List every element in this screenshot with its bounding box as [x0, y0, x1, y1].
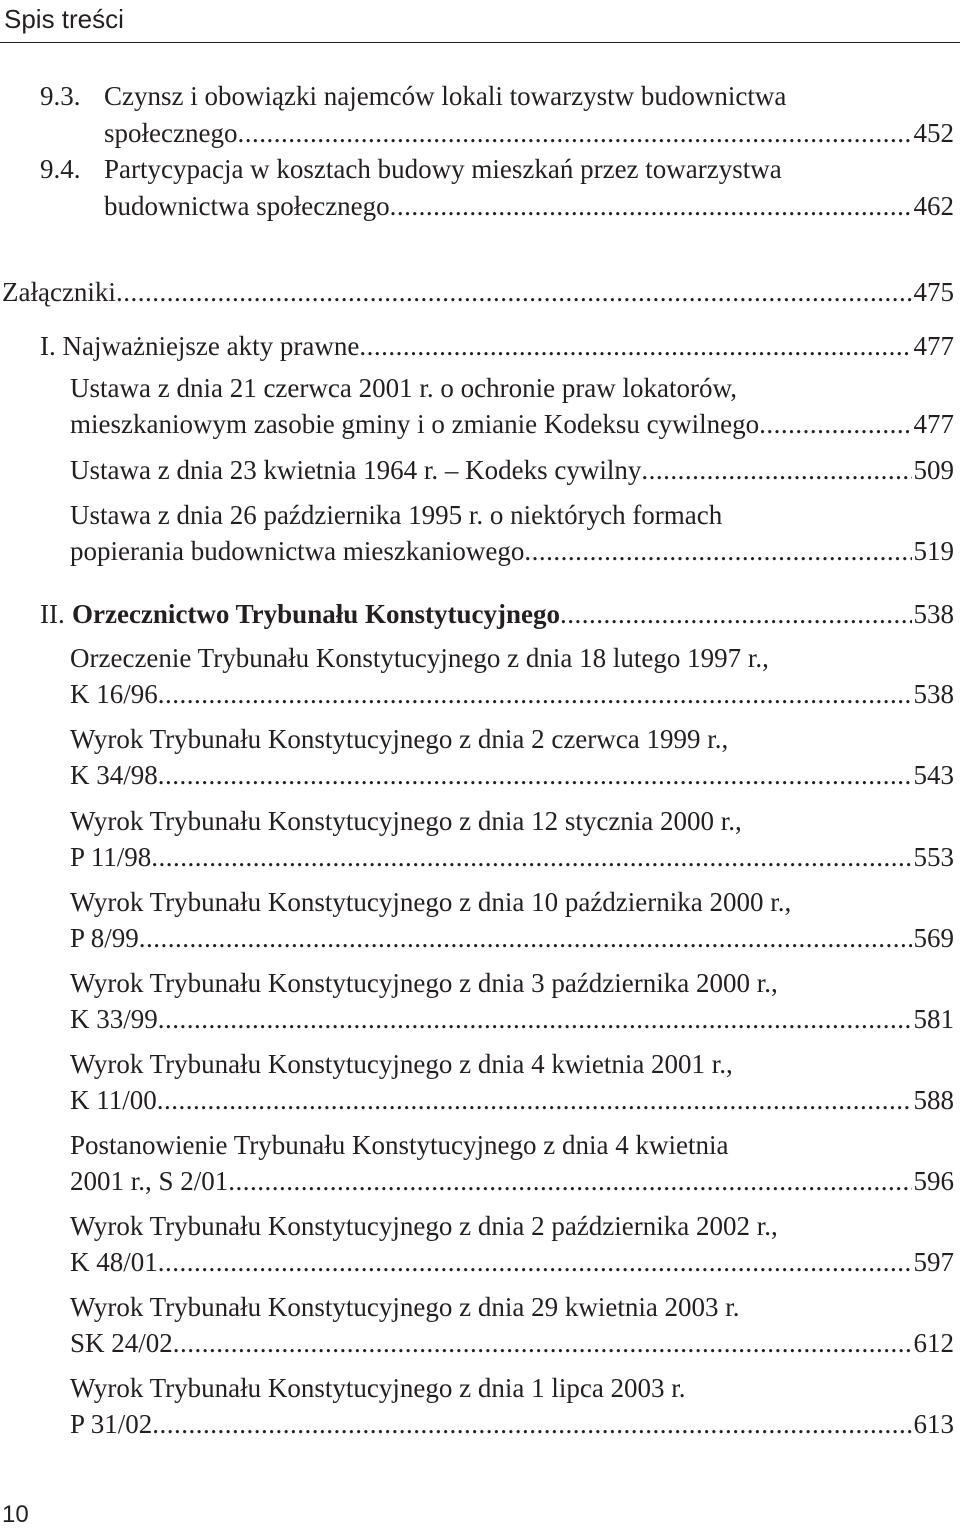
page-number: 475 — [913, 277, 954, 307]
section-title: I. Najważniejsze akty prawne — [40, 331, 360, 361]
entry-title-cont: K 34/98 — [70, 760, 158, 790]
toc-entry-k-16-96[interactable] — [70, 676, 954, 712]
dot-leader — [641, 452, 911, 488]
toc-entry-s-2-01[interactable] — [70, 1163, 954, 1199]
toc-entry-zalaczniki[interactable] — [2, 274, 954, 310]
page-number: 477 — [913, 409, 954, 439]
dot-leader — [228, 1163, 911, 1199]
page-number: 588 — [913, 1085, 954, 1115]
entry-title-cont: mieszkaniowym zasobie gminy i o zmianie Kodeksu cywilnego — [70, 409, 760, 439]
entry-title-cont: budownictwa społecznego — [104, 191, 390, 221]
entry-number: 9.4. — [40, 154, 81, 184]
entry-title: Wyrok Trybunału Konstytucyjnego z dnia 2 października 2002 r., — [70, 1211, 778, 1241]
page-number: 581 — [913, 1004, 954, 1034]
entry-title: Wyrok Trybunału Konstytucyjnego z dnia 1 lipca 2003 r. — [70, 1373, 686, 1403]
entry-title: Ustawa z dnia 26 października 1995 r. o niektórych formach — [70, 500, 723, 530]
toc-entry-k-11-00[interactable] — [70, 1082, 954, 1118]
page-number: 612 — [913, 1328, 954, 1358]
toc-section-ii[interactable] — [72, 596, 954, 632]
entry-title-cont: popierania budownictwa mieszkaniowego — [70, 536, 525, 566]
dot-leader — [560, 596, 912, 632]
folio-page-number: 10 — [2, 1501, 29, 1528]
running-header: Spis treści — [4, 4, 124, 34]
page-number: 596 — [913, 1166, 954, 1196]
entry-title-cont: społecznego — [104, 118, 238, 148]
entry-title: Załączniki — [2, 277, 116, 307]
dot-leader — [173, 1325, 912, 1361]
dot-leader — [158, 676, 912, 712]
entry-title: Wyrok Trybunału Konstytucyjnego z dnia 12 stycznia 2000 r., — [70, 806, 742, 836]
section-title: Orzecznictwo Trybunału Konstytucyjnego — [72, 599, 560, 629]
entry-title-cont: P 31/02 — [70, 1409, 153, 1439]
dot-leader — [158, 1001, 912, 1037]
entry-title: Wyrok Trybunału Konstytucyjnego z dnia 29 kwietnia 2003 r. — [70, 1292, 740, 1322]
dot-leader — [158, 1244, 912, 1280]
toc-entry-p-8-99[interactable] — [70, 920, 954, 956]
entry-title: Wyrok Trybunału Konstytucyjnego z dnia 3 października 2000 r., — [70, 968, 778, 998]
toc-entry-ustawa-2001[interactable] — [70, 406, 954, 442]
entry-title-cont: 2001 r., S 2/01 — [70, 1166, 229, 1196]
page-number: 509 — [913, 455, 954, 485]
dot-leader — [151, 839, 911, 875]
entry-number: 9.3. — [40, 81, 81, 111]
header-divider — [0, 42, 960, 43]
dot-leader — [116, 274, 912, 310]
entry-title: Wyrok Trybunału Konstytucyjnego z dnia 10 października 2000 r., — [70, 887, 792, 917]
toc-entry-k-34-98[interactable] — [70, 757, 954, 793]
page-number: 477 — [913, 331, 954, 361]
entry-title-cont: K 16/96 — [70, 679, 158, 709]
page-number: 538 — [913, 679, 954, 709]
page-number: 519 — [913, 536, 954, 566]
entry-title: Orzeczenie Trybunału Konstytucyjnego z dnia 18 lutego 1997 r., — [70, 643, 769, 673]
entry-title-cont: K 11/00 — [70, 1085, 157, 1115]
toc-entry-p-31-02[interactable] — [70, 1406, 954, 1442]
entry-title-cont: P 8/99 — [70, 923, 139, 953]
dot-leader — [152, 1406, 911, 1442]
page-number: 452 — [913, 118, 954, 148]
entry-title-cont: P 11/98 — [70, 842, 152, 872]
entry-title-cont: SK 24/02 — [70, 1328, 173, 1358]
page-number: 597 — [913, 1247, 954, 1277]
page-number: 553 — [913, 842, 954, 872]
entry-title: Partycypacja w kosztach budowy mieszkań przez towarzystwa — [104, 154, 782, 184]
entry-title: Czynsz i obowiązki najemców lokali towarzystw budownictwa — [104, 81, 787, 111]
page-number: 543 — [913, 760, 954, 790]
page-number: 613 — [913, 1409, 954, 1439]
dot-leader — [139, 920, 912, 956]
dot-leader — [390, 188, 912, 224]
entry-title: Wyrok Trybunału Konstytucyjnego z dnia 2 czerwca 1999 r., — [70, 724, 729, 754]
page-number: 538 — [913, 599, 954, 629]
toc-entry-ustawa-1995[interactable] — [70, 533, 954, 569]
entry-title-cont: K 33/99 — [70, 1004, 158, 1034]
page-number: 462 — [913, 191, 954, 221]
entry-title: Ustawa z dnia 23 kwietnia 1964 r. – Kodeks cywilny — [70, 455, 642, 485]
dot-leader — [157, 1082, 912, 1118]
entry-title: Ustawa z dnia 21 czerwca 2001 r. o ochronie praw lokatorów, — [70, 373, 738, 403]
entry-title: Wyrok Trybunału Konstytucyjnego z dnia 4 kwietnia 2001 r., — [70, 1049, 733, 1079]
dot-leader — [158, 757, 912, 793]
dot-leader — [237, 115, 911, 151]
toc-entry-kodeks-cywilny[interactable] — [70, 452, 954, 488]
dot-leader — [524, 533, 911, 569]
toc-entry-k-48-01[interactable] — [70, 1244, 954, 1280]
toc-entry-sk-24-02[interactable] — [70, 1325, 954, 1361]
page-number: 569 — [913, 923, 954, 953]
entry-title: Postanowienie Trybunału Konstytucyjnego z dnia 4 kwietnia — [70, 1130, 729, 1160]
dot-leader — [359, 328, 911, 364]
toc-entry-p-11-98[interactable] — [70, 839, 954, 875]
entry-title-cont: K 48/01 — [70, 1247, 158, 1277]
dot-leader — [759, 406, 911, 442]
toc-entry-k-33-99[interactable] — [70, 1001, 954, 1037]
toc-entry-9-4[interactable] — [104, 188, 954, 224]
section-number: II. — [40, 599, 65, 629]
toc-entry-9-3[interactable] — [104, 115, 954, 151]
toc-section-i[interactable] — [40, 328, 954, 364]
